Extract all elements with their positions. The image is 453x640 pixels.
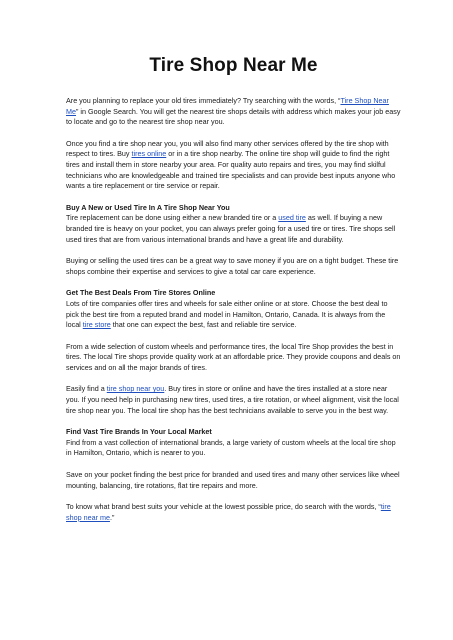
- section-heading-best-deals: Get The Best Deals From Tire Stores Online: [66, 288, 216, 298]
- link-tires-online[interactable]: tires online: [131, 149, 167, 159]
- link-tire-shop-near-me[interactable]: Tire Shop Near Me: [66, 96, 389, 116]
- paragraph-search: [66, 502, 401, 523]
- section-heading-new-used: Buy A New or Used Tire In A Tire Shop Near You: [66, 202, 230, 212]
- text: Tire replacement can be done using either a new branded tire or a: [66, 213, 279, 223]
- text: or in a tire shop nearby. The online tire shop will guide to find the right tires and install them in store nearby your area. For quality auto repairs and tires, you may find skilful technicians who are knowledgeable and trained tire specialists and can provide best inputs anyone who wants a tire replacement or tire service or repair.: [66, 149, 396, 191]
- text: Easily find a: [66, 384, 107, 394]
- text: Are you planning to replace your old tires immediately? Try searching with the words, “: [66, 96, 341, 105]
- text: Lots of tire companies offer tires and wheels for sale either online or at store. Choose the best deal to pick the best tire from a reputed brand and model in Hamilton, Ontario, Canada. It is always from the local: [66, 298, 388, 330]
- paragraph-find: [66, 384, 401, 416]
- paragraph-selection: From a wide selection of custom wheels and performance tires, the local Tire Shop provides the best in tires. The local Tire shops provide quality work at an affordable price. They provide coupons and deals on services and on all the major brands of tires.: [66, 341, 401, 372]
- link-tire-shop-near-me-2[interactable]: tire shop near me: [66, 502, 391, 522]
- text: ” in Google Search. You will get the nearest tire shops details with address which makes your job easy to locate and go to the nearest tire shop near you.: [66, 106, 401, 127]
- paragraph-replacement: [66, 213, 401, 245]
- link-tire-shop-near-you[interactable]: tire shop near you: [106, 384, 165, 394]
- text: To know what brand best suits your vehicle at the lowest possible price, do search with the words, “: [66, 502, 381, 512]
- text: Once you find a tire shop near you, you will also find many other services offered by the tire shop with respect to tires. Buy: [66, 138, 389, 159]
- paragraph-save: Save on your pocket finding the best price for branded and used tires and many other services like wheel mounting, balancing, tire rotations, flat tire repairs and more.: [66, 470, 400, 490]
- link-tire-store[interactable]: tire store: [82, 320, 111, 330]
- text: as well. If buying a new branded tire is heavy on your pocket, you can always prefer going for a used tire or tires. Tire shops sell used tires that are from various international brands and have a great life and durability.: [66, 213, 396, 244]
- page-title: Tire Shop Near Me: [149, 55, 318, 76]
- paragraph-deals: [66, 299, 401, 331]
- link-used-tire[interactable]: used tire: [278, 213, 306, 223]
- paragraph-intro: [66, 96, 401, 128]
- text: .”: [109, 512, 115, 522]
- paragraph-collection: Find from a vast collection of international brands, a large variety of custom wheels at the local tire shop in Hamilton, Ontario, which is nearer to you.: [66, 437, 396, 458]
- section-heading-vast-brands: Find Vast Tire Brands In Your Local Market: [66, 427, 212, 437]
- paragraph-services: [66, 139, 401, 192]
- paragraph-budget: Buying or selling the used tires can be a great way to save money if you are on a tight budget. These tire shops combine their expertise and services to give a total car care experience.: [66, 256, 399, 276]
- text: . Buy tires in store or online and have the tires installed at a store near you. If you need help in purchasing new tires, used tires, a tire rotation, or wheel alignment, visit the local tire shop near you. The local tire shop has the best technicians available to serve you in the best way.: [66, 384, 399, 415]
- text: that one can expect the best, fast and reliable tire service.: [110, 320, 297, 330]
